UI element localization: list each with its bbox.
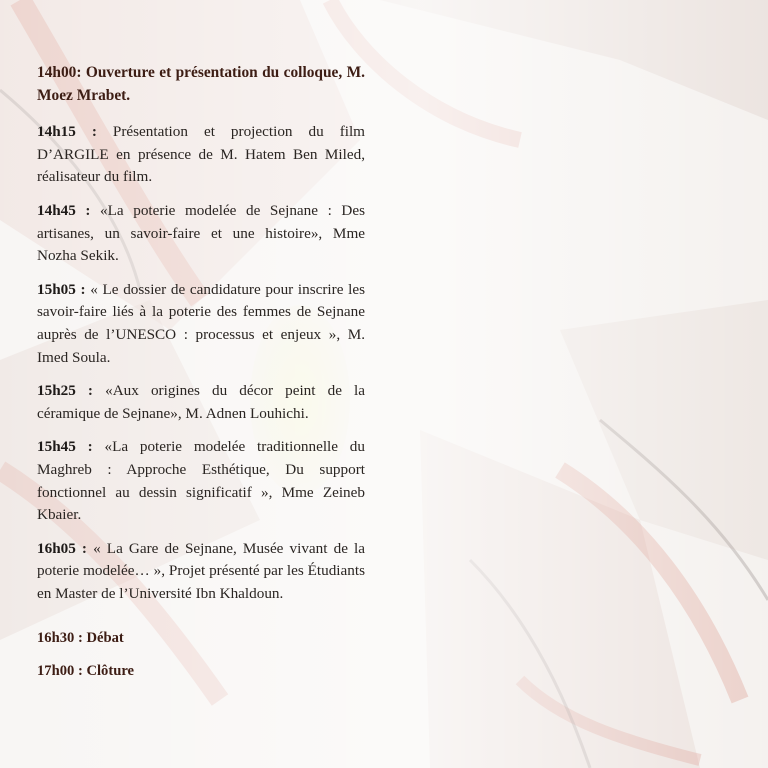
program-session: 15h25 : «Aux origines du décor peint de la céramique de Sejnane», M. Adnen Louhichi. <box>37 382 365 422</box>
session-text: «La poterie modelée de Sejnane : Des artisanes, un savoir-faire et une histoire», Mme Nozha Sekik. <box>37 201 365 265</box>
program-session: 14h45 : «La poterie modelée de Sejnane : Des artisanes, un savoir-faire et une histoire», Mme Nozha Sekik. <box>37 201 365 265</box>
session-time: 14h00 <box>37 64 77 81</box>
session-time: 15h05 <box>37 280 76 298</box>
program-session: 14h15 : Présentation et projection du film D’ARGILE en présence de M. Hatem Ben Miled, réalisateur du film. <box>37 123 365 186</box>
session-time: 15h25 <box>37 382 76 400</box>
session-text: « Le dossier de candidature pour inscrire les savoir-faire liés à la poterie des femmes de Sejnane auprès de l’UNESCO : processus et enjeux », M. Imed Soula. <box>37 280 365 366</box>
session-text: Ouverture et présentation du colloque, M. Moez Mrabet. <box>37 64 365 104</box>
program-opening: 14h00: Ouverture et présentation du colloque, M. Moez Mrabet. <box>37 64 365 104</box>
program-debate: 16h30 : Débat <box>37 630 124 647</box>
session-time: 14h15 <box>37 123 76 141</box>
program-session: 16h05 : « La Gare de Sejnane, Musée vivant de la poterie modelée… », Projet présenté par les Étudiants en Master de l’Université Ibn Khaldoun. <box>37 539 365 602</box>
program-schedule <box>37 62 365 682</box>
session-text: «Aux origines du décor peint de la céramique de Sejnane», M. Adnen Louhichi. <box>37 382 365 422</box>
session-text: «La poterie modelée traditionnelle du Maghreb : Approche Esthétique, Du support fonctionnel au dessin significatif », Mme Zeineb Kbaier. <box>37 438 365 524</box>
session-text: Présentation et projection du film D’ARGILE en présence de M. Hatem Ben Miled, réalisateur du film. <box>37 123 365 186</box>
program-closing: 17h00 : Clôture <box>37 663 135 680</box>
session-time: 16h05 <box>37 539 76 557</box>
program-session: 15h45 : «La poterie modelée traditionnelle du Maghreb : Approche Esthétique, Du support fonctionnel au dessin significatif », Mme Zeineb Kbaier. <box>37 438 365 524</box>
session-time: 15h45 <box>37 438 76 456</box>
session-time: 14h45 <box>37 201 76 219</box>
session-text: « La Gare de Sejnane, Musée vivant de la poterie modelée… », Projet présenté par les Étudiants en Master de l’Université Ibn Khaldoun. <box>37 539 365 602</box>
program-session: 15h05 : « Le dossier de candidature pour inscrire les savoir-faire liés à la poterie des femmes de Sejnane auprès de l’UNESCO : processus et enjeux », M. Imed Soula. <box>37 280 365 366</box>
